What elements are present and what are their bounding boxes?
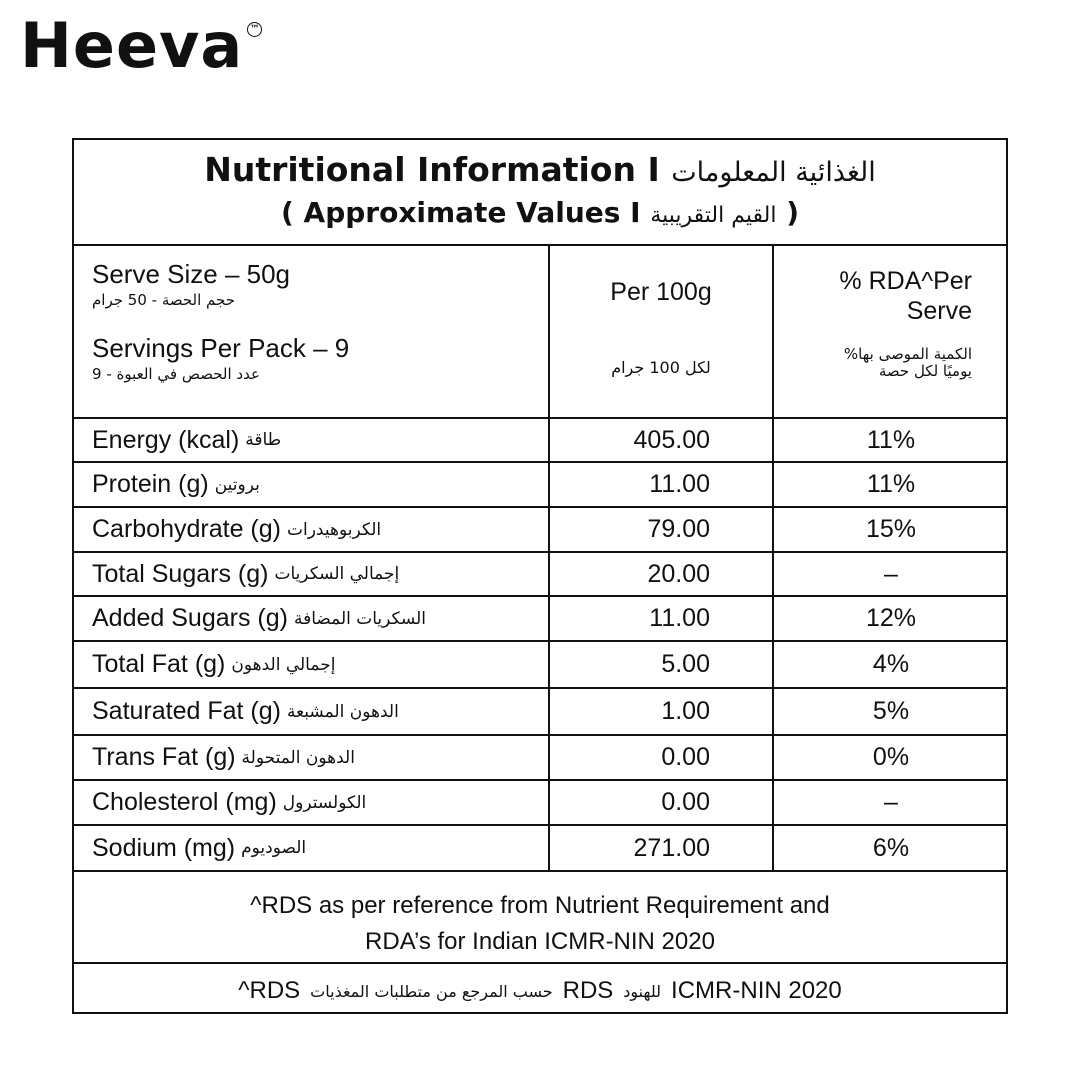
nutrient-row <box>74 597 1006 640</box>
rda-header-arabic-line-2: يوميًا لكل حصة <box>878 362 972 380</box>
nutrient-rda: 6% <box>872 833 910 862</box>
nutrient-per-100g: 1.00 <box>661 697 710 725</box>
divider <box>74 962 1006 964</box>
title-english: Nutritional Information <box>204 150 636 189</box>
nutrient-rda: 12% <box>865 604 917 632</box>
serve-size-arabic: حجم الحصة - 50 جرام <box>92 291 235 309</box>
nutrient-name: Carbohydrate (g) الكربوهيدرات <box>92 515 382 543</box>
nutrient-row <box>74 689 1006 734</box>
nutrient-row <box>74 508 1006 551</box>
nutrient-per-100g: 11.00 <box>649 470 710 498</box>
nutrient-name: Trans Fat (g) الدهون المتحولة <box>92 743 355 771</box>
nutrient-name: Energy (kcal) طاقة <box>92 425 282 454</box>
footnote-ar-icmr: ICMR-NIN 2020 <box>671 977 842 1004</box>
footnote-ar-indians: للهنود <box>623 981 662 1001</box>
nutrient-rda: – <box>884 559 898 588</box>
nutrient-per-100g: 79.00 <box>647 515 710 543</box>
nutrient-rda: 15% <box>865 515 917 543</box>
rda-header-arabic-line-1: الكمية الموصى بها% <box>843 345 972 363</box>
paren-open: ( <box>280 196 294 229</box>
brand-wordmark: Heeva <box>20 9 244 82</box>
nutrient-name: Total Fat (g) إجمالي الدهون <box>92 650 336 678</box>
nutrient-row <box>74 781 1006 824</box>
nutrient-name: Sodium (mg) الصوديوم <box>92 833 307 862</box>
per-100g-header: Per 100g <box>610 278 712 306</box>
nutrient-rda: 4% <box>872 650 910 678</box>
brand-logo <box>20 6 262 86</box>
table-title <box>74 140 1006 246</box>
per-100g-header-arabic: لكل 100 جرام <box>611 358 711 377</box>
nutrient-per-100g: 11.00 <box>649 604 710 632</box>
nutrient-rda: 11% <box>866 425 916 454</box>
nutrient-rda: 5% <box>872 697 910 725</box>
servings-per-pack: Servings Per Pack – 9 <box>92 333 350 363</box>
divider <box>74 870 1006 872</box>
divider <box>74 244 1006 246</box>
servings-per-pack-arabic: عدد الحصص في العبوة - 9 <box>92 365 260 383</box>
subtitle-english: Approximate Values <box>303 196 621 229</box>
nutrient-per-100g: 5.00 <box>661 650 710 678</box>
rda-header-line-1: % RDA^Per <box>839 267 972 295</box>
footnote-ar-text: حسب المرجع من متطلبات المغذيات <box>310 981 553 1001</box>
title-separator: I <box>647 150 660 189</box>
nutrient-per-100g: 0.00 <box>661 743 710 771</box>
title-arabic: الغذائية المعلومات <box>671 157 876 188</box>
nutrient-per-100g: 405.00 <box>633 425 710 454</box>
nutrient-rda: 11% <box>866 470 916 498</box>
rda-header <box>774 266 972 326</box>
rda-header-arabic <box>774 346 972 380</box>
nutrient-row <box>74 419 1006 461</box>
nutrient-row <box>74 642 1006 687</box>
rds-footnote <box>74 882 1006 966</box>
title-line-1 <box>74 150 1006 189</box>
serving-info <box>92 258 542 384</box>
footnote-line-1: ^RDS as per reference from Nutrient Requirement and <box>250 892 830 919</box>
footnote-line-2: RDA’s for Indian ICMR-NIN 2020 <box>365 928 715 955</box>
nutrient-name: Protein (g) بروتين <box>92 470 260 498</box>
paren-close: ) <box>786 196 800 229</box>
nutrient-row <box>74 553 1006 595</box>
rds-footnote-arabic <box>74 968 1006 1014</box>
nutrient-rda: – <box>884 788 898 816</box>
nutrient-name: Cholesterol (mg) الكولسترول <box>92 788 367 816</box>
nutrient-per-100g: 0.00 <box>661 788 710 816</box>
nutrient-name: Saturated Fat (g) الدهون المشبعة <box>92 697 399 725</box>
subtitle-separator: I <box>630 196 641 229</box>
footnote-ar-rds: ^RDS <box>238 977 301 1004</box>
subtitle-arabic: القيم التقريبية <box>650 203 777 228</box>
nutrition-table <box>72 138 1008 1014</box>
nutrient-row <box>74 463 1006 506</box>
nutrient-row <box>74 736 1006 779</box>
rda-header-line-2: Serve <box>906 297 972 325</box>
trademark-icon: ™ <box>247 22 262 37</box>
nutrient-name: Total Sugars (g) إجمالي السكريات <box>92 559 400 588</box>
nutrient-per-100g: 20.00 <box>647 559 710 588</box>
footnote-ar-rds-mid: RDS <box>562 977 614 1004</box>
nutrient-per-100g: 271.00 <box>633 833 710 862</box>
title-line-2 <box>74 196 1006 229</box>
nutrient-rda: 0% <box>872 743 910 771</box>
serve-size: Serve Size – 50g <box>92 259 291 289</box>
nutrient-name: Added Sugars (g) السكريات المضافة <box>92 604 427 632</box>
nutrient-row <box>74 826 1006 870</box>
